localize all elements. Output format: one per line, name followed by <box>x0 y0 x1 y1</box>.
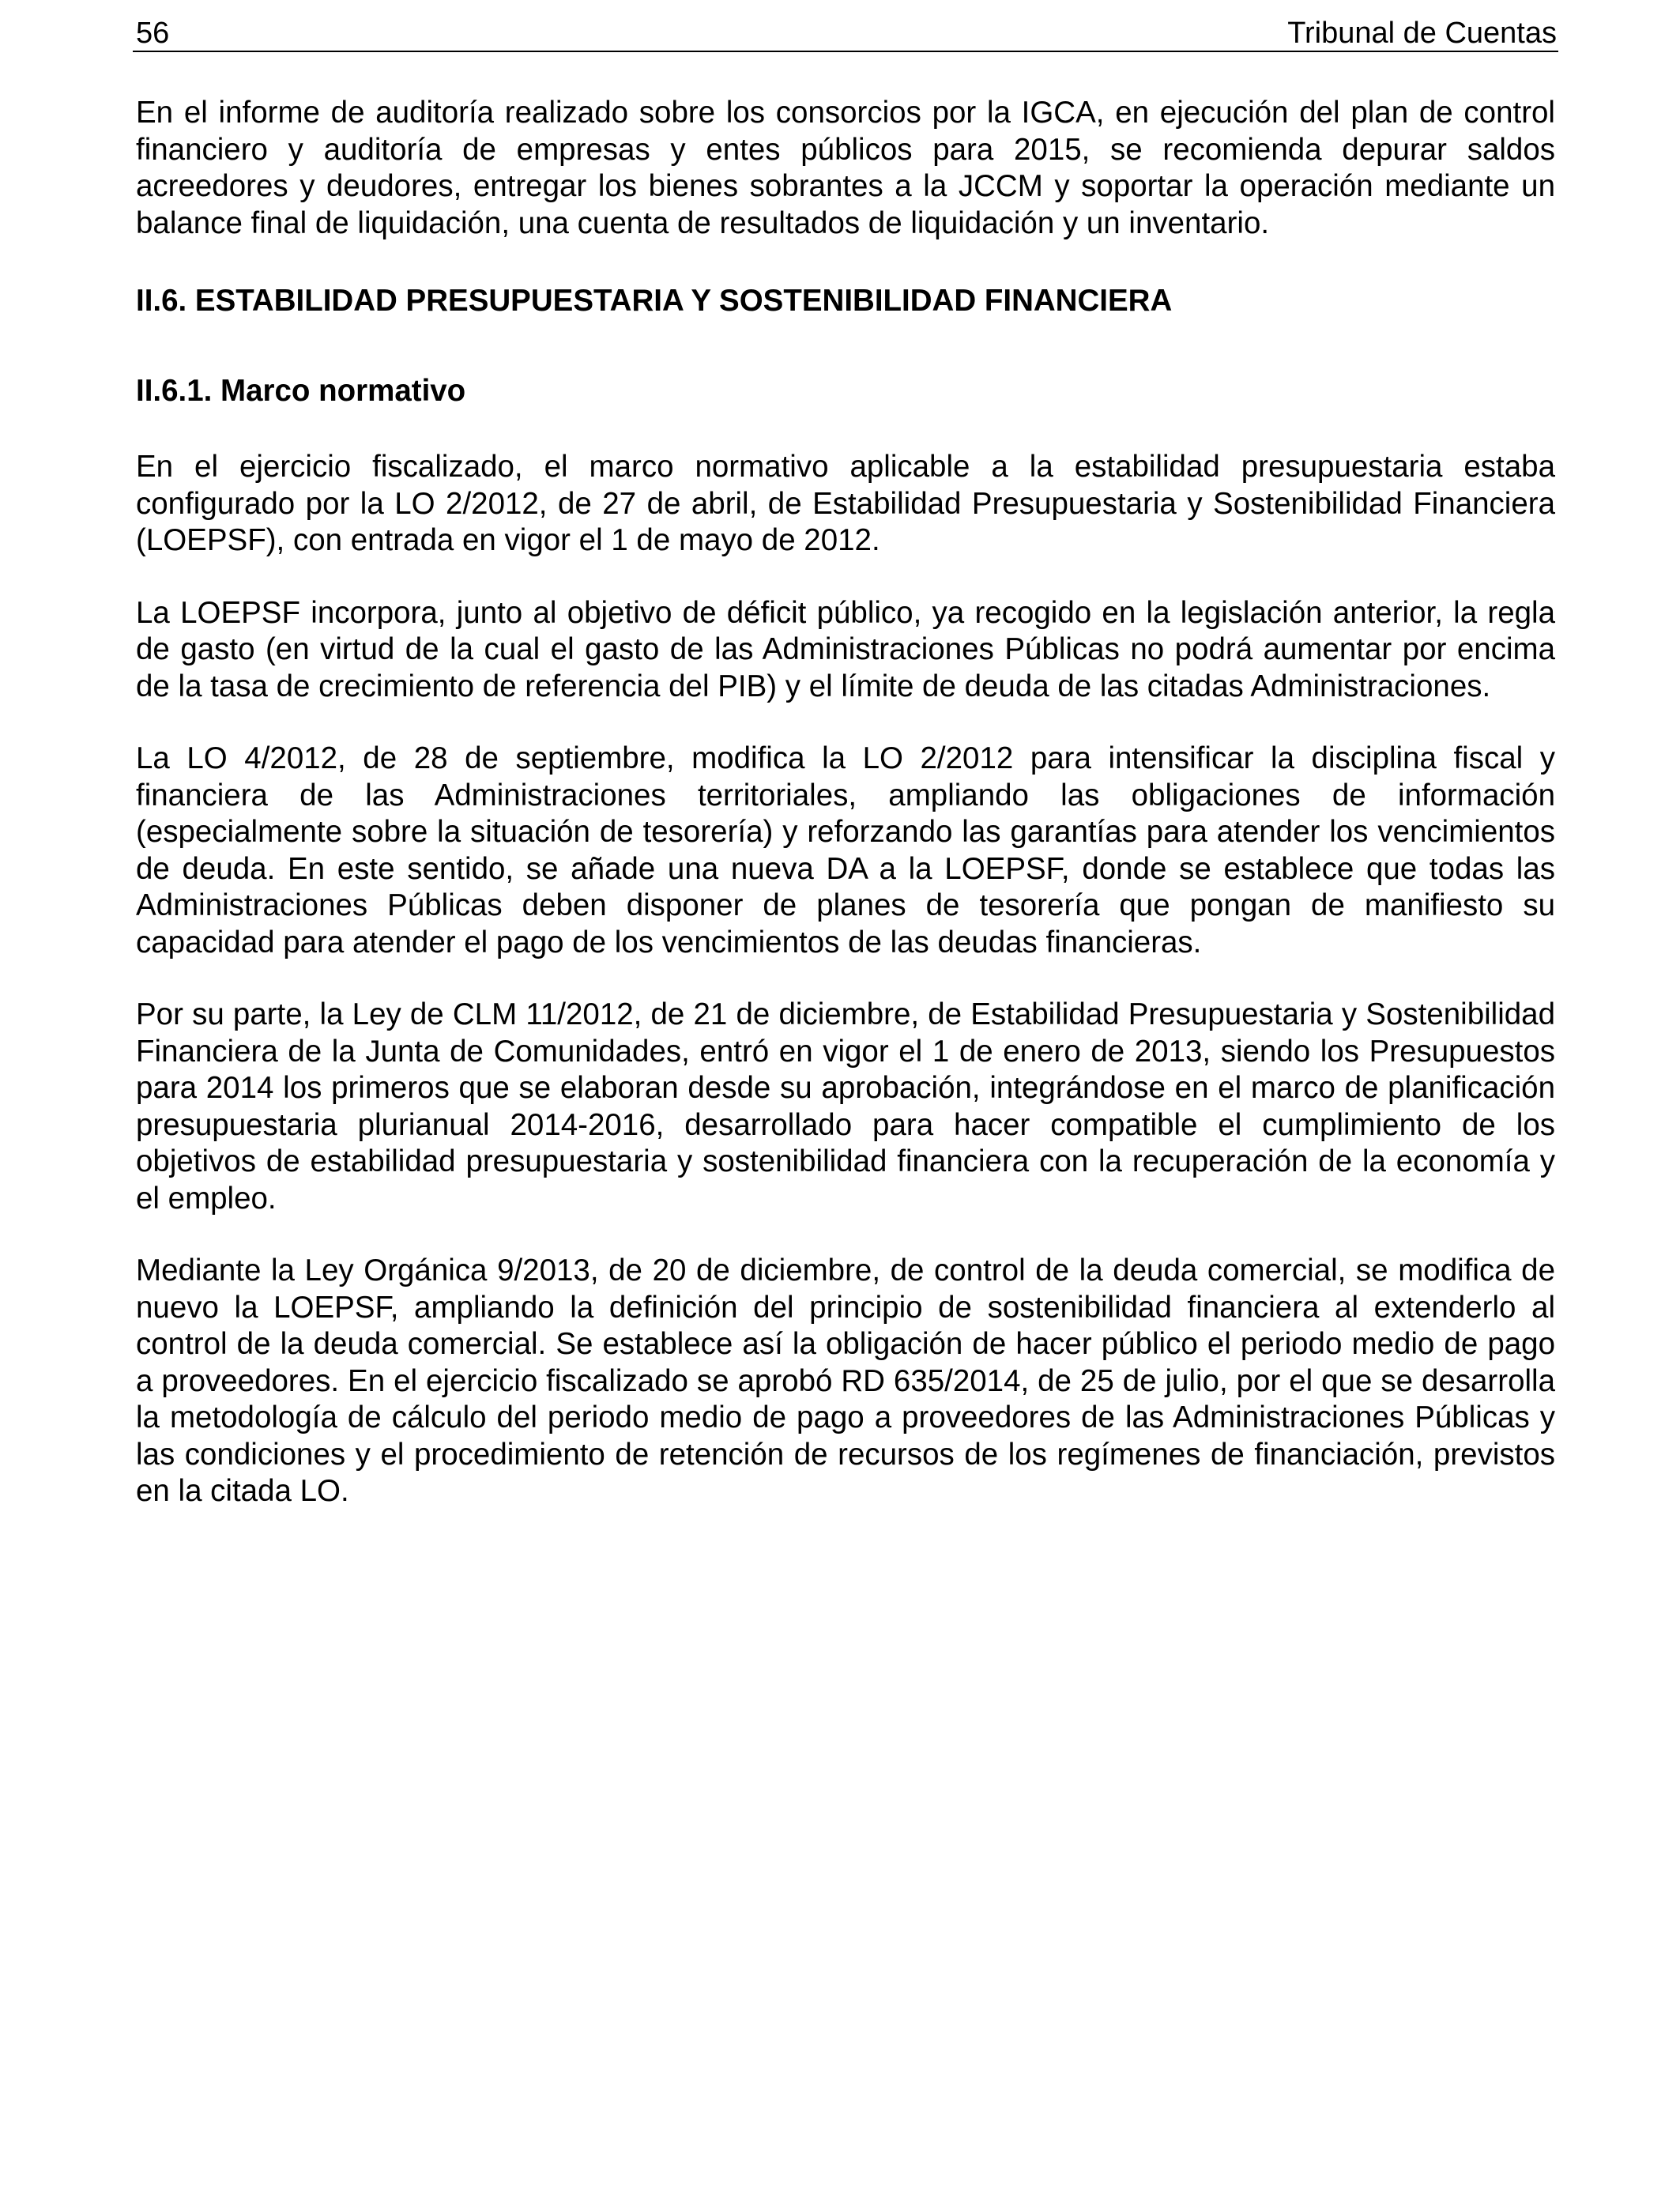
paragraph-audit-report: En el informe de auditoría realizado sobre los consorcios por la IGCA, en ejecución del plan de control financiero y auditoría de empresas y entes públicos para 2015, se recomienda depurar saldos acreedores y deudores, entregar los bienes sobrantes a la JCCM y soportar la operación mediante un balance final de liquidación, una cuenta de resultados de liquidación y un inventario. <box>136 96 1555 240</box>
section-heading: II.6. ESTABILIDAD PRESUPUESTARIA Y SOSTENIBILIDAD FINANCIERA <box>136 284 1173 318</box>
paragraph-legal-framework: En el ejercicio fiscalizado, el marco normativo aplicable a la estabilidad presupuestaria estaba configurado por la LO 2/2012, de 27 de abril, de Estabilidad Presupuestaria y Sostenibilidad Financiera (LOEPSF), con entrada en vigor el 1 de mayo de 2012. <box>136 450 1555 557</box>
document-body <box>136 95 1555 1546</box>
page-header <box>133 11 1558 52</box>
paragraph-loepsf: La LOEPSF incorpora, junto al objetivo de déficit público, ya recogido en la legislación anterior, la regla de gasto (en virtud de la cual el gasto de las Administraciones Públicas no podrá aumentar por encima de la tasa de crecimiento de referencia del PIB) y el límite de deuda de las citadas Administraciones. <box>136 595 1555 703</box>
paragraph-ley-clm: Por su parte, la Ley de CLM 11/2012, de 21 de diciembre, de Estabilidad Presupuestaria y Sostenibilidad Financiera de la Junta de Comunidades, entró en vigor el 1 de enero de 2013, siendo los Presupuestos para 2014 los primeros que se elaboran desde su aprobación, integrándose en el marco de planificación presupuestaria plurianual 2014-2016, desarrollado para hacer compatible el cumplimiento de los objetivos de estabilidad presupuestaria y sostenibilidad financiera con la recuperación de la economía y el empleo. <box>136 997 1555 1216</box>
paragraph-lo-4-2012: La LO 4/2012, de 28 de septiembre, modifica la LO 2/2012 para intensificar la disciplina fiscal y financiera de las Administraciones territoriales, ampliando las obligaciones de información (especialmente sobre la situación de tesorería) y reforzando las garantías para atender los vencimientos de deuda. En este sentido, se añade una nueva DA a la LOEPSF, donde se establece que todas las Administraciones Públicas deben disponer de planes de tesorería que pongan de manifiesto su capacidad para atender el pago de los vencimientos de las deudas financieras. <box>136 741 1555 959</box>
subsection-heading: II.6.1. Marco normativo <box>136 373 466 408</box>
header-title: Tribunal de Cuentas <box>1287 17 1557 50</box>
page-number: 56 <box>136 17 170 50</box>
paragraph-lo-9-2013: Mediante la Ley Orgánica 9/2013, de 20 de diciembre, de control de la deuda comercial, se modifica de nuevo la LOEPSF, ampliando la definición del principio de sostenibilidad financiera al extenderlo al control de la deuda comercial. Se establece así la obligación de hacer público el periodo medio de pago a proveedores. En el ejercicio fiscalizado se aprobó RD 635/2014, de 25 de julio, por el que se desarrolla la metodología de cálculo del periodo medio de pago a proveedores de las Administraciones Públicas y las condiciones y el procedimiento de retención de recursos de los regímenes de financiación, previstos en la citada LO. <box>136 1253 1555 1508</box>
